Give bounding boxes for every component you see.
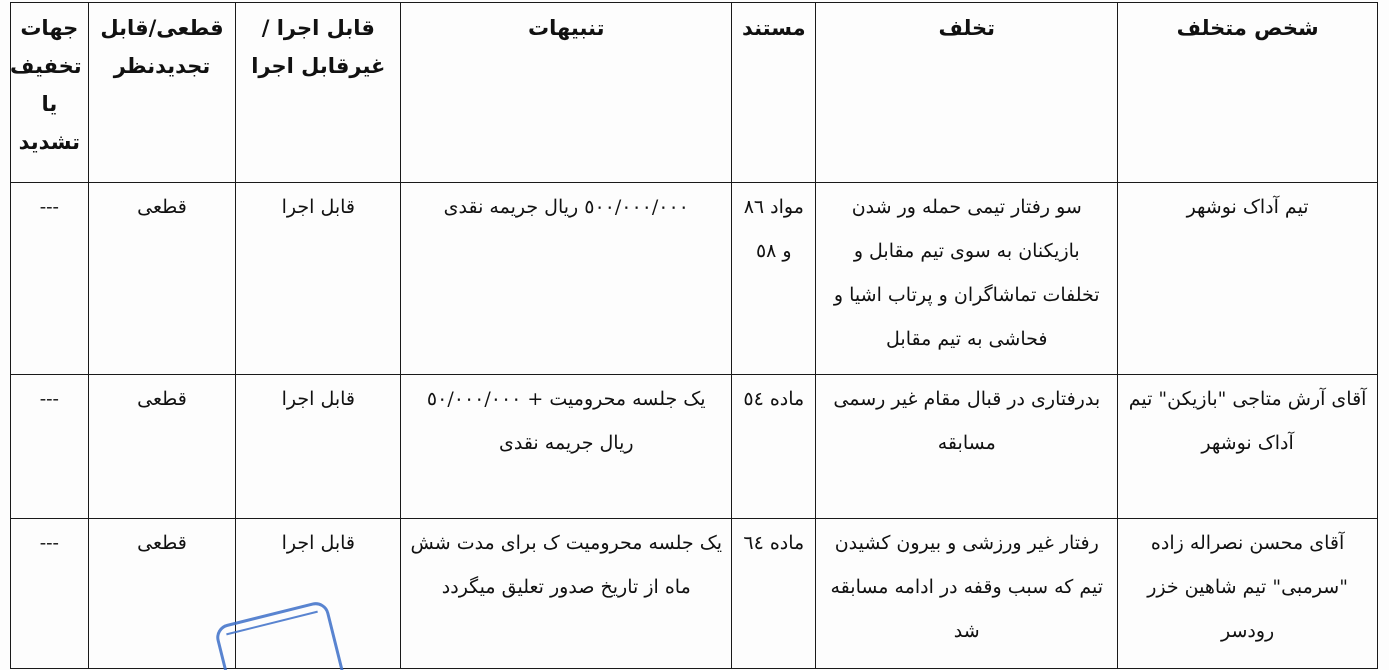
table-row	[11, 519, 1378, 669]
header-violation: تخلف	[816, 3, 1118, 183]
cell-violator: آقای محسن نصراله زاده "سرمبی" تیم شاهین خزر رودسر	[1118, 519, 1378, 669]
cell-enforceable: قابل اجرا	[236, 519, 401, 669]
cell-enforceable: قابل اجرا	[236, 375, 401, 519]
header-enforceable: قابل اجرا /غیرقابل اجرا	[236, 3, 401, 183]
cell-penalties: یک جلسه محرومیت ک برای مدت شش ماه از تاریخ صدور تعلیق میگردد	[401, 519, 732, 669]
cell-finality: قطعی	[88, 183, 236, 375]
cell-violator: آقای آرش متاجی "بازیکن" تیم آداک نوشهر	[1118, 375, 1378, 519]
cell-finality: قطعی	[88, 519, 236, 669]
cell-reduction: ---	[11, 375, 89, 519]
cell-violation: سو رفتار تیمی حمله ور شدن بازیکنان به سوی تیم مقابل و تخلفات تماشاگران و پرتاب اشیا و فحاشی به تیم مقابل	[816, 183, 1118, 375]
cell-reduction: ---	[11, 183, 89, 375]
cell-penalties: ٥٠٠/٠٠٠/٠٠٠ ریال جریمه نقدی	[401, 183, 732, 375]
cell-document: ماده ٦٤	[732, 519, 816, 669]
cell-penalties: یک جلسه محرومیت + ٥٠/٠٠٠/٠٠٠ ریال جریمه نقدی	[401, 375, 732, 519]
header-penalties: تنبیهات	[401, 3, 732, 183]
cell-reduction: ---	[11, 519, 89, 669]
table-row	[11, 183, 1378, 375]
header-violator: شخص متخلف	[1118, 3, 1378, 183]
header-document: مستند	[732, 3, 816, 183]
header-row	[11, 3, 1378, 183]
cell-finality: قطعی	[88, 375, 236, 519]
cell-document: ماده ٥٤	[732, 375, 816, 519]
header-finality: قطعی/قابل تجدیدنظر	[88, 3, 236, 183]
cell-violation: رفتار غیر ورزشی و بیرون کشیدن تیم که سبب وقفه در ادامه مسابقه شد	[816, 519, 1118, 669]
header-reduction: جهات تخفیف یا تشدید	[11, 3, 89, 183]
cell-enforceable: قابل اجرا	[236, 183, 401, 375]
cell-violation: بدرفتاری در قبال مقام غیر رسمی مسابقه	[816, 375, 1118, 519]
cell-violator: تیم آداک نوشهر	[1118, 183, 1378, 375]
table-row	[11, 375, 1378, 519]
cell-document: مواد ٨٦ و ٥٨	[732, 183, 816, 375]
verdicts-table	[10, 2, 1378, 669]
